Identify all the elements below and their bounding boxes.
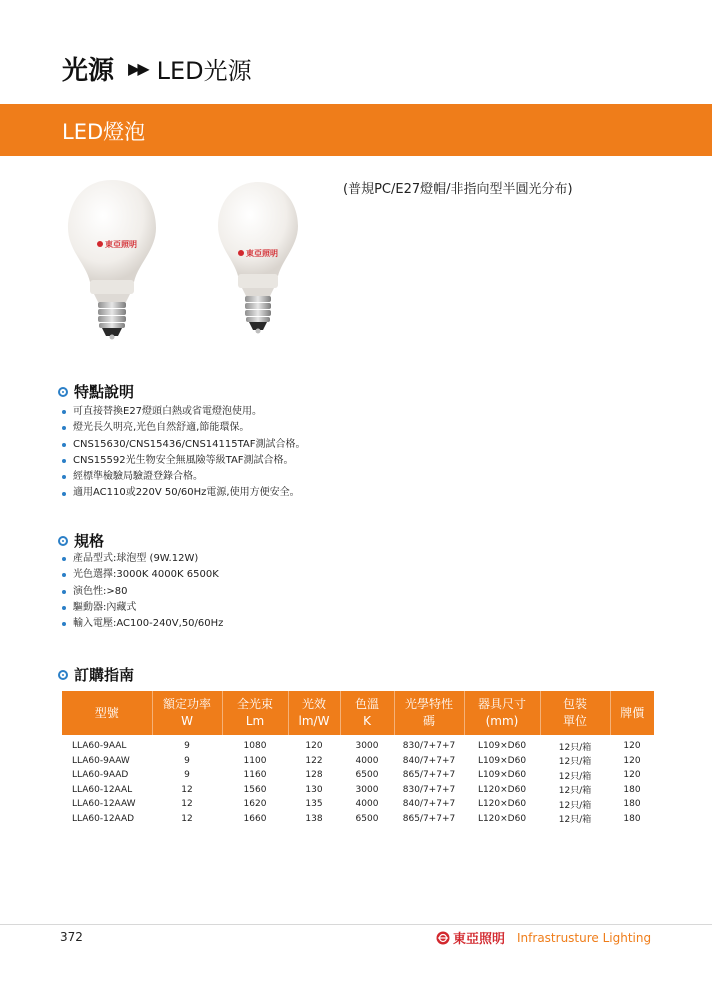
bullet-dot-icon	[62, 590, 66, 594]
led-bulb-image-left	[60, 178, 164, 340]
table-cell: LLA60-12AAW	[72, 799, 136, 810]
column-header-line2: (mm)	[485, 714, 519, 728]
table-cell: 865/7+7+7	[402, 770, 456, 781]
table-cell: 1160	[243, 770, 267, 781]
column-header-line1: 光效	[301, 697, 326, 711]
table-cell: L109×D60	[477, 755, 527, 766]
table-cell: 840/7+7+7	[402, 755, 456, 766]
table-cell: 120	[623, 741, 641, 752]
table-cell: 12只/箱	[558, 786, 592, 797]
specs-list	[62, 551, 223, 632]
list-item	[62, 600, 223, 616]
column-header-line1: 包裝	[562, 697, 587, 711]
column-header	[610, 691, 654, 735]
column-header-line2: lm/W	[298, 714, 330, 728]
features-list	[62, 404, 306, 502]
table-cell: 1620	[243, 799, 267, 810]
column-header	[340, 691, 394, 735]
specs-heading	[58, 530, 104, 551]
column-header-line1: 光學特性	[404, 697, 453, 711]
header-title: 光源	[62, 56, 115, 86]
table-cell: 1560	[243, 784, 267, 795]
list-item-text: 經標準檢驗局驗證登錄合格。	[73, 471, 203, 483]
column-header-line2: 碼	[422, 714, 435, 728]
table-cell: 128	[305, 770, 323, 781]
table-cell: 12只/箱	[558, 742, 592, 753]
table-cell: 180	[623, 813, 641, 824]
table-cell: 9	[184, 741, 190, 752]
column-header	[222, 691, 288, 735]
table-cell: 138	[305, 813, 323, 824]
table-row	[62, 783, 654, 798]
table-cell: 840/7+7+7	[402, 799, 456, 810]
bullet-dot-icon	[62, 410, 66, 414]
list-item	[62, 420, 306, 436]
column-header-line2: K	[363, 714, 371, 728]
list-item	[62, 584, 223, 600]
column-header-line1: 器具尺寸	[477, 697, 526, 711]
table-cell: 122	[305, 755, 323, 766]
table-cell: LLA60-12AAL	[72, 784, 133, 795]
table-cell: 12只/箱	[558, 815, 592, 826]
table-cell: L120×D60	[477, 799, 527, 810]
brand-logo-icon	[436, 931, 450, 945]
table-row	[62, 797, 654, 812]
table-cell: LLA60-9AAD	[72, 770, 129, 781]
list-item-text: 演色性:>80	[73, 585, 128, 597]
list-item-text: 光色選擇:3000K 4000K 6500K	[73, 569, 219, 581]
column-header	[152, 691, 222, 735]
column-header-line2: 單位	[562, 714, 587, 728]
list-item	[62, 551, 223, 567]
column-header-line1: 牌價	[620, 705, 645, 720]
table-cell: LLA60-9AAL	[72, 741, 127, 752]
table-cell: 120	[623, 770, 641, 781]
column-header	[288, 691, 340, 735]
footer-divider	[0, 924, 712, 925]
column-header	[540, 691, 610, 735]
list-item	[62, 404, 306, 420]
table-cell: 12	[181, 799, 193, 810]
table-cell: 9	[184, 770, 190, 781]
product-description: (普規PC/E27燈帽/非指向型半圓光分布)	[343, 182, 573, 197]
bullet-dot-icon	[62, 557, 66, 561]
table-cell: 12只/箱	[558, 757, 592, 768]
bullet-dot-icon	[62, 443, 66, 447]
specs-heading-label: 規格	[74, 532, 105, 550]
table-row	[62, 735, 654, 754]
bulb-logo-text: 東亞照明	[246, 249, 278, 258]
table-cell: L120×D60	[477, 784, 527, 795]
table-header-row	[62, 691, 654, 735]
column-header	[464, 691, 540, 735]
list-item-text: CNS15592光生物安全無風險等級TAF測試合格。	[73, 454, 294, 466]
brand-name: 東亞照明	[453, 932, 506, 947]
table-cell: 12	[181, 813, 193, 824]
table-cell: 830/7+7+7	[402, 741, 456, 752]
table-cell: LLA60-9AAW	[72, 755, 130, 766]
table-cell: L109×D60	[477, 770, 527, 781]
table-cell: 135	[305, 799, 323, 810]
table-cell: 120	[623, 755, 641, 766]
table-cell: 4000	[355, 799, 379, 810]
table-cell: 6500	[355, 770, 379, 781]
table-cell: 3000	[355, 741, 379, 752]
section-bullet-icon	[58, 670, 68, 680]
list-item	[62, 616, 223, 632]
column-header	[62, 691, 152, 735]
banner-title: LED燈泡	[62, 120, 146, 144]
list-item-text: 燈光長久明亮,光色自然舒適,節能環保。	[73, 422, 250, 434]
table-body	[62, 735, 654, 826]
features-heading	[58, 381, 134, 402]
list-item	[62, 485, 306, 501]
table-cell: 12只/箱	[558, 800, 592, 811]
bullet-dot-icon	[62, 606, 66, 610]
table-cell: 12只/箱	[558, 771, 592, 782]
table-cell: 180	[623, 799, 641, 810]
table-cell: LLA60-12AAD	[72, 813, 135, 824]
column-header-line1: 色溫	[354, 697, 379, 711]
bullet-dot-icon	[62, 426, 66, 430]
table-cell: 180	[623, 784, 641, 795]
led-bulb-image-right	[212, 180, 304, 340]
header-subtitle: LED光源	[156, 57, 252, 85]
table-cell: 1660	[243, 813, 267, 824]
list-item	[62, 437, 306, 453]
section-bullet-icon	[58, 536, 68, 546]
bullet-dot-icon	[62, 492, 66, 496]
column-header-line1: 全光束	[236, 697, 273, 711]
ordering-table	[62, 691, 654, 826]
ordering-heading-label: 訂購指南	[74, 666, 135, 684]
table-cell: 4000	[355, 755, 379, 766]
table-cell: L109×D60	[477, 741, 527, 752]
table-cell: 120	[305, 741, 323, 752]
list-item	[62, 469, 306, 485]
list-item-text: 驅動器:內藏式	[73, 601, 137, 613]
bullet-dot-icon	[62, 622, 66, 626]
section-bullet-icon	[58, 387, 68, 397]
table-cell: 3000	[355, 784, 379, 795]
table-cell: 865/7+7+7	[402, 813, 456, 824]
table-cell: 1080	[243, 741, 267, 752]
table-cell: 830/7+7+7	[402, 784, 456, 795]
bullet-dot-icon	[62, 573, 66, 577]
page-header	[62, 50, 252, 87]
table-cell: 6500	[355, 813, 379, 824]
table-row	[62, 768, 654, 783]
table-cell: 1100	[243, 755, 267, 766]
page-number: 372	[60, 930, 83, 944]
column-header-line1: 額定功率	[162, 697, 211, 711]
ordering-heading	[58, 664, 134, 685]
column-header-line2: Lm	[245, 714, 265, 728]
list-item-text: CNS15630/CNS15436/CNS14115TAF測試合格。	[73, 438, 306, 450]
table-cell: 12	[181, 784, 193, 795]
column-header-line1: 型號	[94, 705, 119, 720]
footer-brand	[436, 928, 651, 947]
features-heading-label: 特點說明	[74, 383, 135, 401]
brand-tagline: Infrastrusture Lighting	[517, 930, 652, 945]
list-item	[62, 567, 223, 583]
column-header-line2: W	[181, 714, 193, 728]
bullet-dot-icon	[62, 459, 66, 463]
bullet-dot-icon	[62, 475, 66, 479]
table-cell: 9	[184, 755, 190, 766]
table-row	[62, 754, 654, 769]
bulb-logo-text: 東亞照明	[105, 240, 137, 249]
table-cell: L120×D60	[477, 813, 527, 824]
list-item-text: 適用AC110或220V 50/60Hz電源,使用方便安全。	[73, 487, 300, 499]
double-arrow-icon: ▶▶	[128, 59, 147, 78]
table-row	[62, 812, 654, 827]
list-item	[62, 453, 306, 469]
list-item-text: 輸入電壓:AC100-240V,50/60Hz	[73, 618, 224, 630]
list-item-text: 可直接替換E27燈頭白熱或省電燈泡使用。	[73, 406, 263, 417]
column-header	[394, 691, 464, 735]
list-item-text: 產品型式:球泡型 (9W.12W)	[73, 553, 199, 564]
table-cell: 130	[305, 784, 323, 795]
